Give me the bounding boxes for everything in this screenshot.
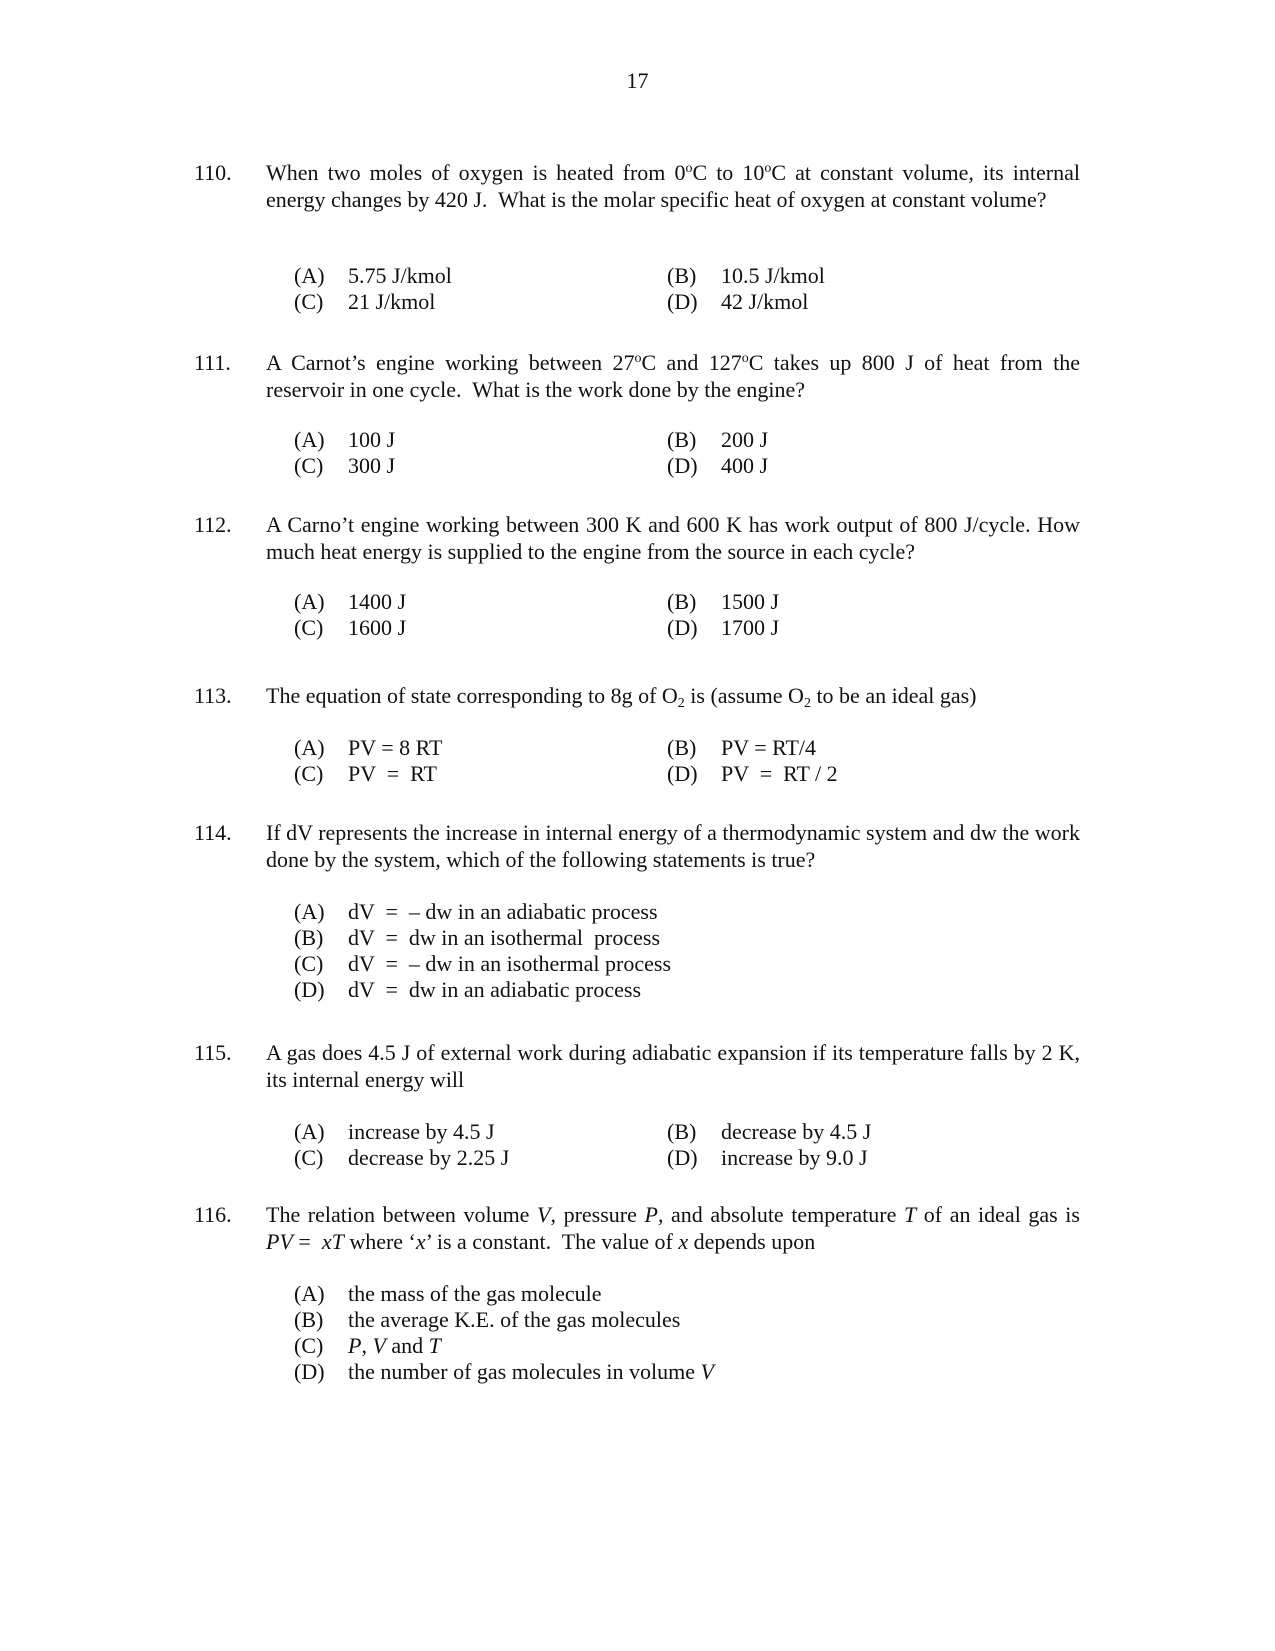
option-text: 10.5 J/kmol (721, 263, 825, 288)
option-text: 100 J (348, 427, 396, 452)
question-text: A Carnot’s engine working between 27$^o$C and 127$^o$C takes up 800 J of heat from the reservoir in one cycle. What is the work done by the engine? (266, 350, 1080, 402)
option-text: 1700 J (721, 615, 780, 640)
option-a (294, 263, 452, 290)
question-number: 113. (194, 683, 232, 708)
question-text: A Carno’t engine working between 300 K and 600 K has work output of 800 J/cycle. How much heat energy is supplied to the engine from the source in each cycle? (266, 512, 1080, 564)
option-text: increase by 4.5 J (348, 1119, 495, 1144)
option-text: the average K.E. of the gas molecules (348, 1307, 681, 1332)
option-letter: (B) (667, 263, 697, 288)
option-letter: (D) (294, 977, 325, 1002)
question-number: 112. (194, 512, 232, 537)
option-d (667, 289, 808, 316)
option-c (294, 951, 671, 978)
option-text: 1500 J (721, 589, 780, 614)
option-letter: (D) (667, 761, 698, 786)
option-text: the mass of the gas molecule (348, 1281, 602, 1306)
option-letter: (A) (294, 589, 325, 614)
option-text: dV = – dw in an isothermal process (348, 951, 672, 976)
option-text: 400 J (721, 453, 769, 478)
option-text: decrease by 2.25 J (348, 1145, 510, 1170)
option-c (294, 289, 435, 316)
option-b (294, 1307, 680, 1334)
option-letter: (A) (294, 899, 325, 924)
option-letter: (D) (667, 1145, 698, 1170)
option-text: 42 J/kmol (721, 289, 809, 314)
question-number: 114. (194, 820, 232, 845)
option-text: increase by 9.0 J (721, 1145, 868, 1170)
option-text: PV = 8 RT (348, 735, 443, 760)
option-letter: (B) (667, 427, 697, 452)
option-text: dV = dw in an adiabatic process (348, 977, 642, 1002)
option-d (294, 1359, 714, 1386)
question-number: 116. (194, 1202, 232, 1227)
option-a (294, 1281, 602, 1308)
option-d (667, 761, 838, 788)
option-b (667, 589, 779, 616)
option-text: 21 J/kmol (348, 289, 436, 314)
option-d (667, 615, 779, 642)
option-text: 1600 J (348, 615, 407, 640)
option-d (667, 1145, 868, 1172)
option-letter: (A) (294, 427, 325, 452)
option-a (294, 589, 406, 616)
option-text: the number of gas molecules in volume V (348, 1359, 714, 1384)
option-d (667, 453, 768, 480)
option-text: 200 J (721, 427, 769, 452)
option-letter: (A) (294, 263, 325, 288)
option-letter: (A) (294, 1281, 325, 1306)
option-b (667, 263, 825, 290)
option-letter: (C) (294, 951, 324, 976)
option-letter: (D) (667, 453, 698, 478)
option-letter: (D) (667, 615, 698, 640)
option-text: 1400 J (348, 589, 407, 614)
option-text: 5.75 J/kmol (348, 263, 452, 288)
page-number: 17 (626, 68, 649, 93)
option-text: dV = – dw in an adiabatic process (348, 899, 658, 924)
question-text: A gas does 4.5 J of external work during adiabatic expansion if its temperature falls by 2 K, its internal energy will (266, 1040, 1080, 1092)
option-text: 300 J (348, 453, 396, 478)
option-letter: (B) (667, 735, 697, 760)
option-text: PV = RT / 2 (721, 761, 838, 786)
question-number: 115. (194, 1040, 232, 1065)
option-text: decrease by 4.5 J (721, 1119, 872, 1144)
option-c (294, 1145, 509, 1172)
option-letter: (C) (294, 761, 324, 786)
option-letter: (B) (667, 589, 697, 614)
option-letter: (B) (294, 925, 324, 950)
option-a (294, 1119, 495, 1146)
question-text: The relation between volume V, pressure P, and absolute temperature T of an ideal gas is PV = xT where ‘x’ is a constant. The value of x depends upon (266, 1202, 1080, 1254)
question-text: The equation of state corresponding to 8g of $O_2$ is (assume $O_2$ to be an ideal gas) (266, 683, 977, 711)
option-b (294, 925, 660, 952)
option-letter: (C) (294, 615, 324, 640)
question-text: When two moles of oxygen is heated from 0$^o$C to 10$^o$C at constant volume, its internal energy changes by 420 J. What is the molar specific heat of oxygen at constant volume? (266, 160, 1080, 212)
option-c (294, 761, 437, 788)
option-c (294, 1333, 441, 1360)
option-a (294, 427, 395, 454)
option-letter: (C) (294, 453, 324, 478)
option-c (294, 615, 406, 642)
option-letter: (B) (667, 1119, 697, 1144)
question-number: 111. (194, 350, 231, 375)
option-letter: (D) (294, 1359, 325, 1384)
option-letter: (C) (294, 289, 324, 314)
option-letter: (B) (294, 1307, 324, 1332)
option-text: PV = RT (348, 761, 437, 786)
option-text: PV = RT/4 (721, 735, 817, 760)
option-letter: (D) (667, 289, 698, 314)
option-letter: (A) (294, 1119, 325, 1144)
option-text: P, V and T (348, 1333, 441, 1358)
question-number: 110. (194, 160, 232, 185)
option-a (294, 735, 442, 762)
option-b (667, 735, 816, 762)
option-d (294, 977, 641, 1004)
question-text: If dV represents the increase in internal energy of a thermodynamic system and dw the work done by the system, which of the following statements is true? (266, 820, 1080, 872)
option-c (294, 453, 395, 480)
option-a (294, 899, 658, 926)
option-letter: (C) (294, 1333, 324, 1358)
option-letter: (A) (294, 735, 325, 760)
option-letter: (C) (294, 1145, 324, 1170)
option-b (667, 1119, 871, 1146)
option-text: dV = dw in an isothermal process (348, 925, 661, 950)
option-b (667, 427, 768, 454)
